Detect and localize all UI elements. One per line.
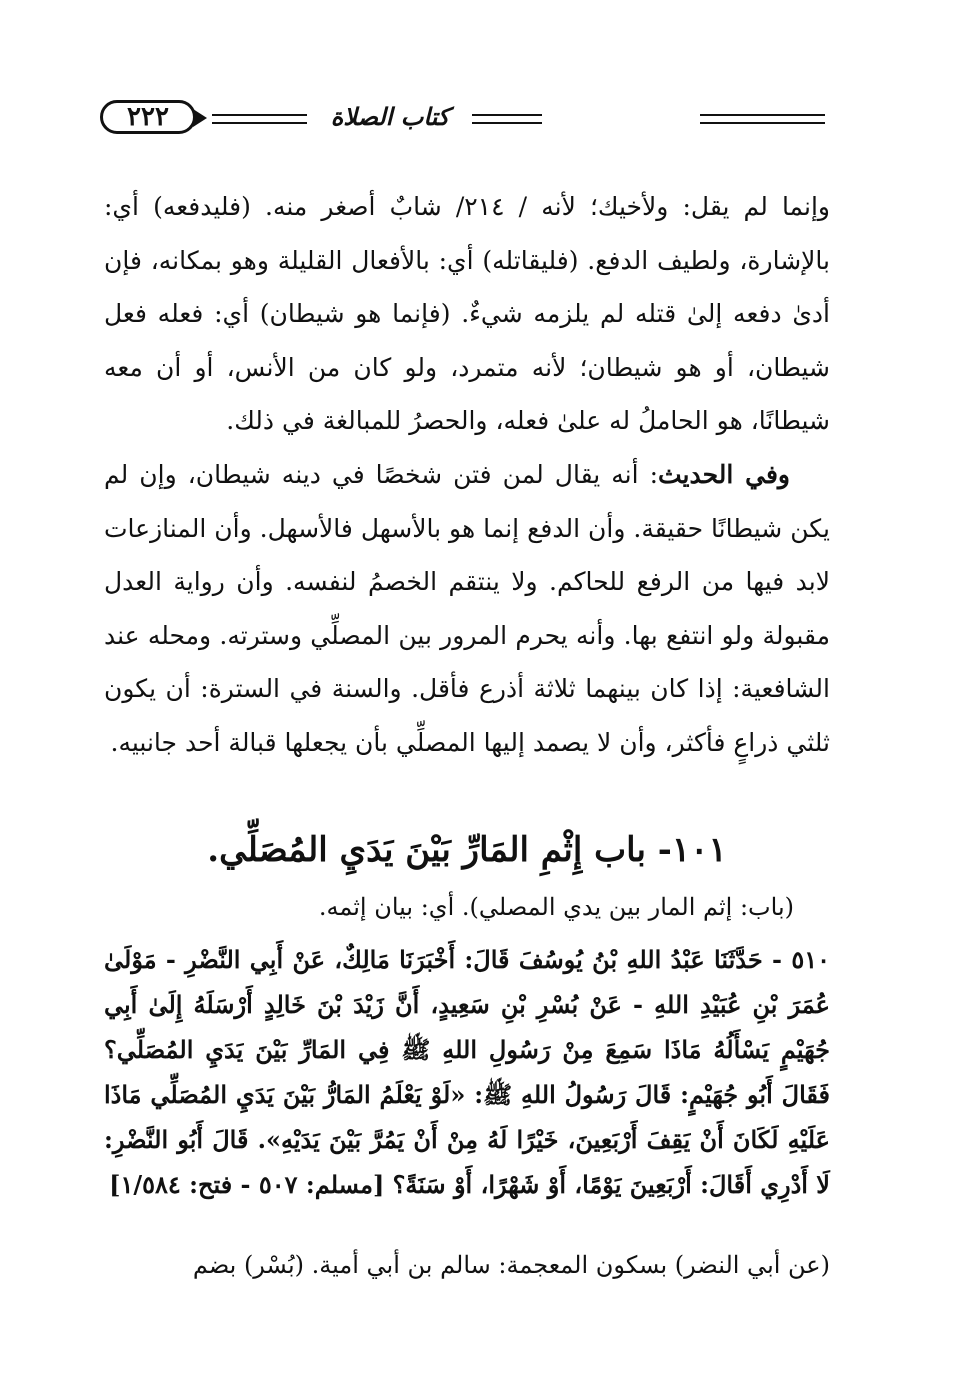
header-rule [472,114,542,116]
header-rule [472,122,542,124]
page-header [100,98,825,148]
hadith-text: ٥١٠ - حَدَّثَنَا عَبْدُ اللهِ بْنُ يُوسُفَ قَالَ: أَخْبَرَنَا مَالِكٌ، عَنْ أَبِي النَّضْرِ - مَوْلَىٰ عُمَرَ بْنِ عُبَيْدِ اللهِ - عَنْ بُسْرِ بْنِ سَعِيدٍ، أَنَّ زَيْدَ بْنَ خَالِدٍ أَرْسَلَهُ إِلَىٰ أَبِي جُهَيْمٍ يَسْأَلُهُ مَاذَا سَمِعَ مِنْ رَسُولِ اللهِ ﷺ فِي المَارِّ بَيْنَ يَدَيِ المُصَلِّي؟ فَقَالَ أَبُو جُهَيْمٍ: قَالَ رَسُولُ اللهِ ﷺ: «لَوْ يَعْلَمُ المَارُّ بَيْنَ يَدَيِ المُصَلِّي مَاذَا عَلَيْهِ لَكَانَ أَنْ يَقِفَ أَرْبَعِينَ، خَيْرًا لَهُ مِنْ أَنْ يَمُرَّ بَيْنَ يَدَيْهِ». قَالَ أَبُو النَّضْرِ: لَا أَدْرِي أَقَالَ: أَرْبَعِينَ يَوْمًا، أَوْ شَهْرًا، أَوْ سَنَةً؟ [مسلم: ٥٠٧ - فتح: ١/٥٨٤] [104,945,830,1199]
commentary-text: (عن أبي النضر) بسكون المعجمة: سالم بن أبي أمية. (بُسْر) بضم [192,1251,830,1279]
paragraph [104,448,830,770]
body-text [104,180,830,770]
paragraph-text: : أنه يقال لمن فتن شخصًا في دينه شيطان، وإن لم يكن شيطانًا حقيقة. وأن الدفع إنما هو بالأسهل فالأسهل. وأن المنازعات لابد فيها من الرفع للحاكم. ولا ينتقم الخصمُ لنفسه. وأن رواية العدل مقبولة ولو انتفع بها. وأنه يحرم المرور بين المصلِّي وسترته. ومحله عند الشافعية: إذا كان بينهما ثلاثة أذرع فأقل. والسنة في السترة: أن يكون ثلثي ذراعٍ فأكثر، وأن لا يصمد إليها المصلِّي بأن يجعلها قبالة أحد جانبيه. [104,459,830,757]
paragraph-lead: وفي الحديث [658,459,790,489]
header-rule [212,114,307,116]
page-number: ٢٢٢ [100,100,196,134]
header-rule [700,114,825,116]
paragraph: وإنما لم يقل: ولأخيك؛ لأنه / ٢١٤/ شابٌ أصغر منه. (فليدفعه) أي: بالإشارة، ولطيف الدفع. (فليقاتله) أي: بالأفعال القليلة وهو بمكانه، فإن أدىٰ دفعه إلىٰ قتله لم يلزمه شيءٌ. (فإنما هو شيطان) أي: فعله فعل شيطان، أو هو شيطان؛ لأنه متمرد، ولو كان من الأنس، أو أن معه شيطانًا، هو الحاملُ له علىٰ فعله، والحصرُ للمبالغة في ذلك. [104,192,830,436]
header-rule [212,122,307,124]
chapter-heading: ١٠١- باب إِثْمِ المَارِّ بَيْنَ يَدَيِ المُصَلِّي. [207,830,727,870]
header-rule [700,122,825,124]
running-title: كتاب الصلاة [330,102,450,131]
chapter-gloss: (باب: إثم المار بين يدي المصلي). أي: بيان إثمه. [318,893,794,921]
